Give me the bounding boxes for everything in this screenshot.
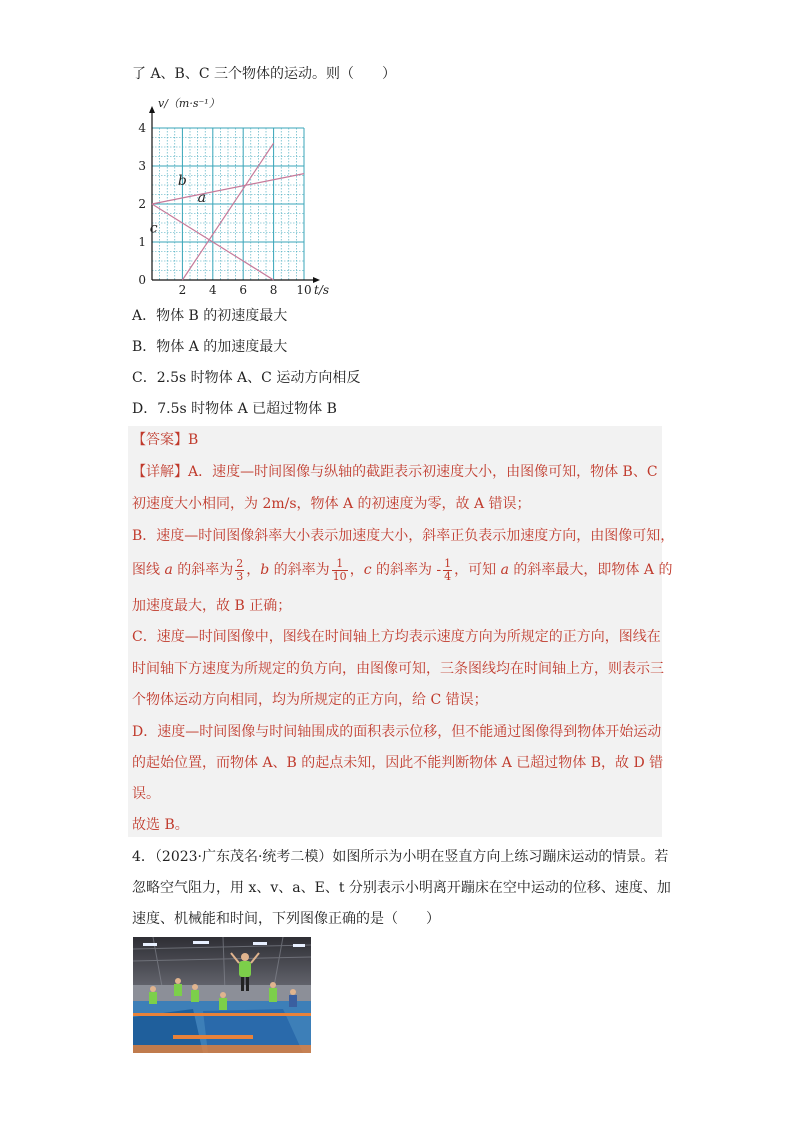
detail-line-6: 时间轴下方速度为所规定的负方向，由图像可知，三条图线均在时间轴上方，则表示三 [132, 661, 664, 677]
option-b: B．物体 A 的加速度最大 [132, 339, 288, 355]
detail-label: 【详解】 [132, 464, 188, 480]
conclusion-line: 故选 B。 [132, 817, 189, 833]
series-line-a [182, 143, 273, 280]
x-tick-label: 8 [269, 283, 278, 296]
line-b-label: b [260, 562, 270, 578]
line-c-label: c [363, 562, 372, 578]
slope-line [132, 556, 672, 584]
y-axis-arrow [149, 106, 155, 113]
y-tick-label: 3 [138, 159, 146, 173]
q4-line-2: 忽略空气阻力，用 x、v、a、E、t 分别表示小明离开蹦床在空中运动的位移、速度、加 [132, 880, 671, 896]
detail-line-4: 加速度最大，故 B 正确； [132, 598, 292, 614]
answer-value: B [188, 432, 199, 448]
x-tick-label: 10 [296, 283, 312, 296]
origin-label: 0 [138, 273, 146, 287]
question-intro: 了 A、B、C 三个物体的运动。则（ ） [132, 66, 397, 82]
velocity-time-chart [132, 96, 332, 296]
y-tick-label: 2 [138, 197, 146, 211]
option-c: C．2.5s 时物体 A、C 运动方向相反 [132, 370, 361, 386]
y-axis-label: v/（m·s⁻¹） [158, 97, 220, 110]
detail-line-3: B．速度—时间图像斜率大小表示加速度大小，斜率正负表示加速度方向，由图像可知， [132, 528, 675, 544]
series-label-a: a [197, 190, 206, 207]
y-tick-label: 1 [138, 235, 146, 249]
option-d: D．7.5s 时物体 A 已超过物体 B [132, 401, 337, 417]
detail-line-7: 个物体运动方向相同，均为所规定的正方向，给 C 错误； [132, 692, 488, 708]
slope-text-5: ， [349, 562, 364, 578]
line-a-label: a [164, 562, 173, 578]
detail-line-5: C．速度—时间图像中，图线在时间轴上方均表示速度方向为所规定的正方向，图线在 [132, 629, 661, 645]
slope-text-6: 的斜率为 - [371, 562, 442, 578]
y-tick-label: 4 [138, 121, 146, 135]
fraction-c: $\frac{1}{4}$ [444, 556, 452, 583]
chart-series [149, 143, 304, 280]
fraction-a: $\frac{2}{3}$ [236, 556, 244, 583]
detail-line-10: 误。 [132, 786, 160, 802]
line-a-label-2: a [500, 562, 509, 578]
series-label-c: c [149, 220, 158, 237]
detail-line-8: D．速度—时间图像与时间轴围成的面积表示位移，但不能通过图像得到物体开始运动 [132, 724, 662, 740]
q4-line-1: 4．（2023·广东茂名·统考二模）如图所示为小明在竖直方向上练习蹦床运动的情景。若 [132, 849, 669, 865]
slope-text-4: 的斜率为 [269, 562, 330, 578]
answer-label: 【答案】 [132, 432, 188, 448]
q4-line-3: 速度、机械能和时间，下列图像正确的是（ ） [132, 911, 440, 927]
detail-line-2: 初速度大小相同，为 2m/s，物体 A 的初速度为零，故 A 错误； [132, 496, 531, 512]
x-tick-label: 6 [239, 283, 248, 296]
detail-line-9: 的起始位置，而物体 A、B 的起点未知，因此不能判断物体 A 已超过物体 B，故 D 错 [132, 755, 664, 771]
detail-text-1: A．速度—时间图像与纵轴的截距表示初速度大小，由图像可知，物体 B、C [188, 464, 658, 480]
series-label-b: b [177, 173, 187, 189]
answer-row [132, 430, 198, 450]
slope-text-3: ， [246, 562, 261, 578]
chart-grid [149, 128, 304, 280]
x-axis-label: t/s [314, 283, 330, 296]
slope-text-8: 的斜率最大，即物体 A 的 [508, 562, 673, 578]
slope-text-1: 图线 [132, 562, 165, 578]
x-tick-label: 2 [178, 283, 187, 296]
slope-text-2: 的斜率为 [172, 562, 234, 578]
option-a: A．物体 B 的初速度最大 [132, 308, 288, 324]
x-tick-label: 4 [208, 283, 217, 296]
fraction-b: $\frac{1}{10}$ [332, 556, 347, 583]
detail-line-1 [132, 462, 658, 482]
trampoline-photo [133, 937, 311, 1053]
slope-text-7: ，可知 [454, 562, 501, 578]
